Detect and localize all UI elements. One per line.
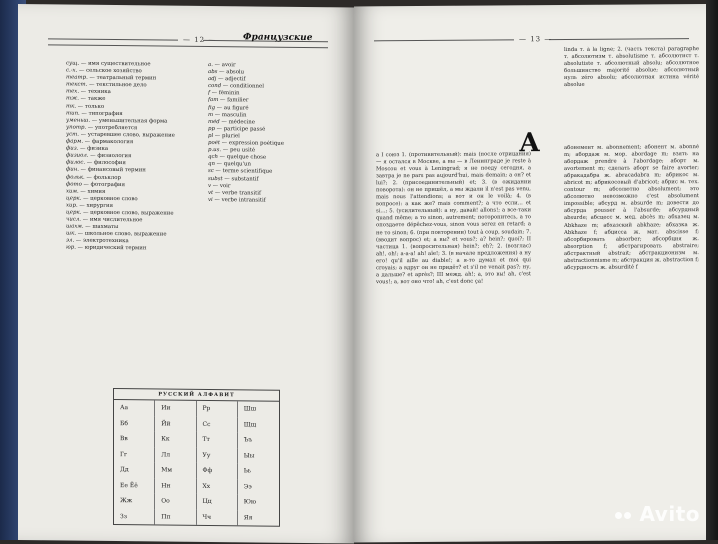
abbreviation-term: v	[208, 182, 213, 189]
abbreviation-term: a.	[208, 61, 215, 69]
alphabet-letter: Ъъ	[243, 436, 253, 444]
abbreviation-meaning: — expression poétique	[221, 140, 284, 147]
abbreviation-meaning: — церковное слово	[83, 195, 138, 203]
folio-rule	[48, 38, 178, 40]
abbreviation-term: фин.	[66, 166, 81, 174]
abbreviation-term: abs	[208, 69, 220, 76]
alphabet-letter: Кк	[155, 431, 196, 447]
abbreviation-meaning: — adjectif	[218, 76, 246, 83]
alphabet-letter: Дд	[114, 462, 155, 478]
alphabet-letter: Нн	[155, 478, 196, 494]
dictionary-column-left: а I союз 1. (противительный): mais (после отрицания) — я остался в Москве, а вы — в Ленинграде je reste à Moscou et vous à Leningrad; я не поеду сегодня, а завтра je ne pars pas aujourd'hui, mais demain; а он? et lui?; 2. (присоединительный) et; 3. (в ожидании поворота): он не пришёл, а мы ждали il n'est pas venu, mais nous l'attendions; a вот и он le voilà; 4. (в вопросе): а как же? mais comment?; а что если... et si...; 5. (усилительный): а ну, давай! allons!; а все-таки quand même; а то sinon, autrement; поторопитесь, а то опоздаете dépêchez-vous, sinon vous serez en retard; a не то sinon; 6. (при повторении) tout à coup, soudain; 7. (вводит вопрос) et; а вы? et vous?; а? hein?; quoi?; II частица 1. (вопросительная) hein?; eh?; 2. (возглас) ah!, oh!; а-а-а! ah! aïe!; 3. (в начале предложения) a ну его! qu'il aille au diable!; а я-то думал et moi qui croyais; а вдруг он не придёт? et s'il ne venait pas?; ну, а дальше? et après?; III межд. ah!; а, это вы! ah, c'est vous!; а, вот оно что! ah, c'est donc ça!	[376, 151, 531, 286]
abbreviation-term: хим.	[66, 188, 81, 195]
abbreviation-term: эл.	[66, 237, 76, 244]
alphabet-letter: Юю	[243, 498, 257, 506]
abbreviation-term: f	[208, 90, 212, 97]
abbreviation-meaning: — сельское хозяйство	[79, 67, 142, 75]
abbreviation-meaning: — театральный термин	[89, 74, 157, 82]
abbreviation-meaning: — absolu	[219, 69, 245, 76]
abbreviation-term: vi	[208, 196, 215, 203]
abbreviation-meaning: — féminin	[211, 90, 240, 97]
abbreviation-term: уменьш.	[66, 117, 92, 124]
abbreviation-meaning: — familier	[220, 97, 249, 104]
watermark-text: Avito	[639, 502, 700, 526]
abbreviation-meaning: — также	[80, 96, 106, 103]
abbreviation-meaning: — peu usité	[222, 147, 256, 154]
alphabet-letter: Тт	[197, 432, 238, 448]
abbreviation-meaning: — terme scientifique	[215, 168, 273, 176]
abbreviation-term: fig	[208, 104, 217, 111]
abbreviation-term: шахм.	[66, 223, 86, 230]
abbreviation-meaning: — философия	[86, 160, 126, 167]
abbreviation-meaning: — физиология	[90, 152, 132, 160]
alphabet-letter: Вв	[114, 431, 155, 447]
abbreviation-meaning: — химия	[80, 188, 106, 195]
abbreviation-term: cond	[208, 83, 223, 90]
abbreviation-meaning: — физика	[80, 145, 109, 153]
abbreviation-list-french	[208, 62, 338, 205]
abbreviation-term: тип.	[66, 110, 82, 117]
abbreviation-meaning: — avoir	[214, 62, 236, 69]
folio-rule	[374, 39, 514, 41]
abbreviation-term: физ.	[66, 145, 81, 152]
abbreviation-term: тж.	[66, 95, 81, 103]
avito-watermark	[614, 502, 700, 526]
alphabet-letter: Ее Ёё	[114, 478, 155, 494]
alphabet-letter: Мм	[155, 462, 196, 478]
dictionary-column-right-top: linda т. à la ligne; 2. (часть текста) paragraphe т. абсолютизм т. absolutisme т. абсолютист т. absolutiste т. абсолютный absolu; абсолютное большинство majorité absolue; абсолютный нуль zéro absolu; абсолютная истина vérité absolue	[564, 46, 699, 89]
alphabet-letter: Ьь	[243, 467, 252, 475]
abbreviation-term: m	[208, 111, 215, 118]
abbreviation-term: sc	[208, 168, 216, 175]
abbreviation-meaning: — типография	[81, 110, 123, 117]
abbreviation-meaning: — устаревшее слово, выражение	[80, 131, 175, 139]
abbreviation-term: vt	[208, 189, 215, 196]
abbreviation-meaning: — фотография	[83, 181, 126, 188]
abbreviation-term: fam	[208, 97, 221, 104]
abbreviation-term: poét	[208, 140, 222, 147]
abbreviation-meaning: — электротехника	[75, 237, 129, 245]
alphabet-letter: Чч	[197, 509, 238, 525]
alphabet-letter: Бб	[114, 416, 155, 432]
right-page	[354, 4, 706, 542]
abbreviation-meaning: — фольклор	[86, 174, 121, 181]
alphabet-letter: Цц	[197, 494, 238, 510]
folio-rule	[549, 38, 689, 40]
abbreviation-term: méd	[208, 118, 222, 125]
abbreviation-term: сущ.	[66, 60, 81, 67]
abbreviation-term: юр.	[66, 244, 78, 252]
abbreviation-meaning: — техника	[80, 89, 111, 96]
abbreviation-meaning: — фармакология	[84, 138, 134, 146]
alphabet-letter: Лл	[155, 447, 196, 463]
abbreviation-meaning: — verbe transitif	[214, 189, 262, 197]
abbreviation-meaning: — conditionnel	[222, 83, 264, 90]
abbreviation-term: тех.	[66, 88, 81, 96]
abbreviation-term: p.us.	[208, 147, 223, 154]
abbreviation-term: театр.	[66, 74, 90, 81]
dictionary-column-right: абонемент м. abonnement; абонент м. abonné m; абордаж м. мор. abordage m; взять на абордаж prendre à l'abordage; аборт м. avortement m; сделать аборт se faire avorter; абракадабра ж. abracadabra m; абрикос м. abricot m; абрикосовый d'abricot; абрис м. тех. contour m; абсолютно absolument; это абсолютно невозможно c'est absolument impossible; абсурд м. absurde m; довести до абсурда pousser à l'absurde; абсурдный absurde; абсцесс м. мед. abcès m; абхазец м. Abkhaze m; абхазский abkhaze; абхазка ж. Abkhaze f; абцисса ж. мат. abscisse f; абсорбировать absorber; абсорбция ж. absorption f; абстрагировать abstraire; абстрактный abstrait; абстракционизм м. abstractionnisme m; абстракция ж. abstraction f; абсурдность ж. absurdité f	[564, 144, 699, 271]
alphabet-letter: Ээ	[243, 482, 252, 490]
abbreviation-term: церк.	[66, 209, 84, 216]
alphabet-grid	[114, 400, 279, 526]
abbreviation-meaning: — quelqu'un	[216, 161, 251, 168]
alphabet-letter: Фф	[197, 463, 238, 479]
abbreviation-meaning: — voir	[212, 182, 231, 189]
abbreviation-term: тк.	[66, 103, 78, 110]
abbreviation-meaning: — verbe intransitif	[214, 196, 266, 204]
alphabet-letter: Гг	[114, 447, 155, 463]
header-rule	[48, 44, 328, 48]
alphabet-letter: Ыы	[243, 451, 255, 459]
abbreviation-term: числ.	[66, 216, 83, 223]
alphabet-letter: Хх	[197, 478, 238, 494]
abbreviation-meaning: — финансовый термин	[80, 167, 146, 174]
alphabet-title: РУССКИЙ АЛФАВИТ	[114, 389, 279, 402]
alphabet-letter: Зз	[114, 509, 155, 525]
alphabet-letter: Щщ	[243, 420, 257, 428]
alphabet-letter: Сс	[197, 416, 238, 432]
abbreviation-term: фото	[66, 181, 84, 188]
abbreviation-term: adj	[208, 76, 219, 83]
abbreviation-row	[66, 245, 196, 253]
abbreviation-term: с.-х.	[66, 67, 80, 74]
abbreviation-term: pl	[208, 132, 215, 139]
abbreviation-meaning: — substantif	[224, 175, 259, 183]
abbreviation-term: употр.	[66, 124, 88, 131]
alphabet-letter: Шш	[243, 405, 257, 413]
abbreviation-term: pp	[208, 125, 217, 132]
section-letter: А	[519, 128, 541, 159]
abbreviation-list-russian	[66, 61, 196, 254]
abbreviation-meaning: — текстильное дело	[89, 82, 147, 89]
abbreviation-meaning: — médecine	[221, 118, 255, 126]
abbreviation-meaning: — только	[77, 103, 105, 110]
abbreviation-meaning: — хирургия	[79, 202, 114, 209]
alphabet-letter: Аа	[114, 400, 155, 416]
abbreviation-term: филос.	[66, 159, 87, 167]
alphabet-letter: Пп	[155, 509, 196, 525]
abbreviation-term: qch	[208, 154, 220, 161]
abbreviation-term: хир.	[66, 202, 80, 209]
page-folio-right: — 13 —	[519, 35, 553, 44]
abbreviation-meaning: — уменьшительная форма	[91, 117, 168, 125]
abbreviation-term: уст.	[66, 131, 81, 138]
left-page	[18, 4, 354, 544]
abbreviation-meaning: — имя существительное	[80, 60, 151, 68]
alphabet-letter: Жж	[114, 493, 155, 509]
abbreviation-meaning: — pluriel	[214, 132, 240, 140]
abbreviation-meaning: — употребляется	[87, 124, 138, 132]
abbreviation-term: физиол.	[66, 152, 91, 159]
abbreviation-meaning: — au figuré	[216, 104, 249, 111]
abbreviation-term: фарм.	[66, 138, 85, 145]
alphabet-letter: Йй	[155, 416, 196, 432]
watermark-dot-icon	[624, 512, 631, 519]
watermark-dot-icon	[615, 512, 622, 519]
alphabet-letter: Яя	[243, 513, 253, 521]
alphabet-letter: Уу	[197, 447, 238, 463]
alphabet-letter: Ии	[155, 400, 196, 416]
abbreviation-meaning: — quelque chose	[219, 154, 267, 161]
abbreviation-meaning: — participe passé	[216, 125, 266, 133]
abbreviation-term: церк.	[66, 195, 84, 202]
alphabet-letter: Оо	[155, 493, 196, 509]
abbreviation-meaning: — имя числительное	[82, 216, 143, 224]
book-cover-edge-right	[706, 0, 718, 540]
abbreviation-meaning: — masculin	[214, 111, 247, 119]
alphabet-letter: Рр	[197, 401, 238, 417]
abbreviation-meaning: — церковное слово, выражение	[83, 209, 174, 217]
abbreviation-row	[208, 197, 338, 205]
abbreviation-term: subst	[208, 175, 225, 182]
abbreviation-term: qn	[208, 161, 217, 168]
running-head: Французские	[243, 32, 313, 44]
abbreviation-meaning: — школьное слово, выражение	[77, 230, 167, 238]
abbreviation-meaning: — юридический термин	[77, 245, 147, 252]
abbreviation-term: фольк.	[66, 174, 87, 181]
russian-alphabet-table	[113, 388, 280, 527]
page-folio-left: — 12 —	[183, 35, 217, 45]
abbreviation-meaning: — шахматы	[85, 223, 119, 231]
abbreviation-term: шк.	[66, 230, 78, 237]
abbreviation-term: текст.	[66, 81, 90, 89]
